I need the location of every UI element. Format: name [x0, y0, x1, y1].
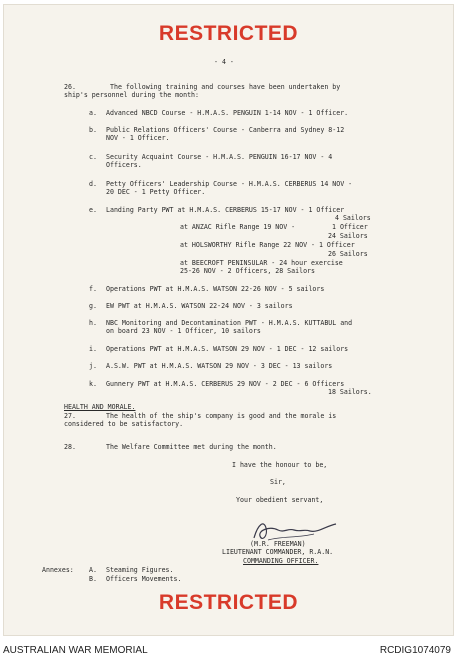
item-a-letter: a.	[89, 109, 97, 117]
footer-institution: AUSTRALIAN WAR MEMORIAL	[3, 645, 148, 656]
item-d-line2: 20 DEC - 1 Petty Officer.	[106, 188, 206, 196]
item-e-letter: e.	[89, 206, 97, 214]
item-j-letter: j.	[89, 362, 97, 370]
item-c-line1: Security Acquaint Course - H.M.A.S. PENGUIN 16-17 NOV - 4	[106, 153, 333, 161]
item-a-text: Advanced NBCD Course - H.M.A.S. PENGUIN 1-14 NOV - 1 Officer.	[106, 109, 349, 117]
annex-b-text: Officers Movements.	[106, 575, 182, 583]
item-j-text: A.S.W. PWT at H.M.A.S. WATSON 29 NOV - 3 DEC - 13 sailors	[106, 362, 333, 370]
item-d-line1: Petty Officers' Leadership Course - H.M.A.S. CERBERUS 14 NOV -	[106, 180, 353, 188]
item-f-letter: f.	[89, 285, 97, 293]
closing-honour: I have the honour to be,	[232, 461, 328, 469]
restricted-stamp-top: RESTRICTED	[158, 22, 299, 45]
item-e-line1b: 4 Sailors	[335, 214, 371, 222]
para-28-number: 28.	[64, 443, 76, 451]
para-26-number: 26.	[64, 83, 76, 91]
item-e-anzac-officers: 1 Officer	[332, 223, 368, 231]
item-d-letter: d.	[89, 180, 97, 188]
signatory-name: (M.R. FREEMAN)	[250, 540, 306, 548]
para-26-line1: The following training and courses have been undertaken by	[110, 83, 341, 91]
para-27-line1: The health of the ship's company is good and the morale is	[106, 412, 337, 420]
item-e-line1: Landing Party PWT at H.M.A.S. CERBERUS 15-17 NOV - 1 Officer	[106, 206, 345, 214]
annexes-label: Annexes:	[42, 566, 74, 574]
item-c-line2: Officers.	[106, 161, 142, 169]
para-27-number: 27.	[64, 412, 76, 420]
item-i-text: Operations PWT at H.M.A.S. WATSON 29 NOV - 1 DEC - 12 sailors	[106, 345, 349, 353]
item-g-text: EW PWT at H.M.A.S. WATSON 22-24 NOV - 3 sailors	[106, 302, 293, 310]
item-f-text: Operations PWT at H.M.A.S. WATSON 22-26 NOV - 5 sailors	[106, 285, 325, 293]
item-b-line1: Public Relations Officers' Course - Canberra and Sydney 8-12	[106, 126, 345, 134]
item-e-holsworthy-sailors: 26 Sailors	[328, 250, 368, 258]
item-b-letter: b.	[89, 126, 97, 134]
closing-servant: Your obedient servant,	[236, 496, 324, 504]
restricted-stamp-bottom: RESTRICTED	[158, 591, 299, 614]
item-k-line1: Gunnery PWT at H.M.A.S. CERBERUS 29 NOV - 2 DEC - 6 Officers	[106, 380, 345, 388]
item-h-line1: NBC Monitoring and Decontamination PWT - H.M.A.S. KUTTABUL and	[106, 319, 353, 327]
para-27-line2: considered to be satisfactory.	[64, 420, 184, 428]
item-g-letter: g.	[89, 302, 97, 310]
para-28-text: The Welfare Committee met during the month.	[106, 443, 277, 451]
item-k-line2: 18 Sailors.	[328, 388, 372, 396]
item-e-holsworthy: at HOLSWORTHY Rifle Range 22 NOV - 1 Officer	[180, 241, 355, 249]
item-c-letter: c.	[89, 153, 97, 161]
item-h-letter: h.	[89, 319, 97, 327]
page-number: - 4 -	[214, 58, 234, 66]
closing-sir: Sir,	[270, 478, 286, 486]
item-e-anzac-sailors: 24 Sailors	[328, 232, 368, 240]
item-h-line2: on board 23 NOV - 1 Officer, 10 sailors	[106, 327, 261, 335]
annex-b-letter: B.	[89, 575, 97, 583]
item-i-letter: i.	[89, 345, 97, 353]
item-e-beecroft-line2: 25-26 NOV - 2 Officers, 28 Sailors	[180, 267, 315, 275]
item-b-line2: NOV - 1 Officer.	[106, 134, 170, 142]
signatory-role: COMMANDING OFFICER.	[243, 557, 319, 565]
signatory-rank: LIEUTENANT COMMANDER, R.A.N.	[222, 548, 334, 556]
item-k-letter: k.	[89, 380, 97, 388]
annex-a-text: Steaming Figures.	[106, 566, 174, 574]
para-26-line2: ship's personnel during the month:	[64, 91, 199, 99]
annex-a-letter: A.	[89, 566, 97, 574]
archive-footer	[0, 640, 457, 666]
health-morale-heading: HEALTH AND MORALE.	[64, 403, 136, 411]
item-e-beecroft-line1: at BEECROFT PENINSULAR - 24 hour exercise	[180, 259, 343, 267]
item-e-anzac: at ANZAC Rifle Range 19 NOV -	[180, 223, 296, 231]
footer-record-id: RCDIG1074079	[379, 645, 451, 656]
